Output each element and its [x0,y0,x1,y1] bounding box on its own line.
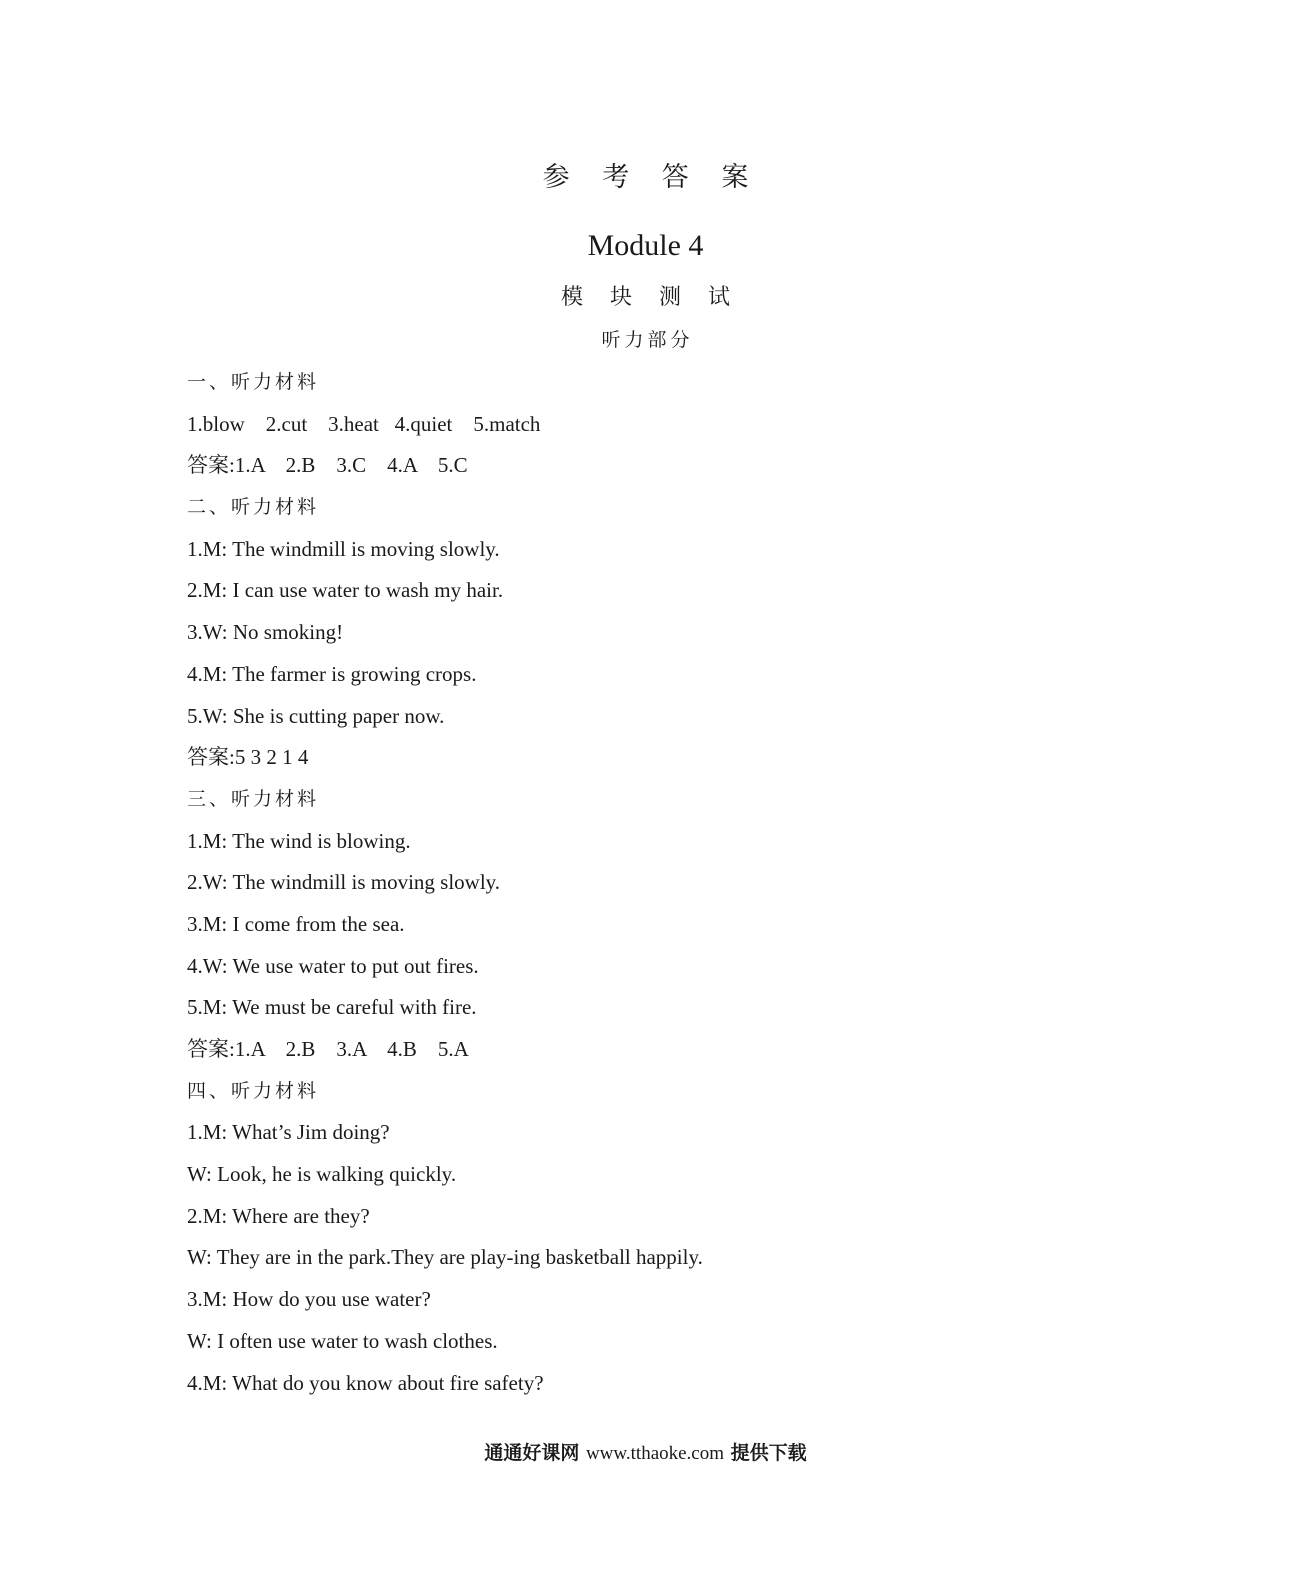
footer-prefix: 通通好课网 [484,1442,586,1464]
text-line: W: They are in the park.They are play-ing basketball happily. [187,1245,703,1270]
text-line: 2.M: I can use water to wash my hair. [187,578,504,603]
text-line: 3.M: How do you use water? [187,1287,431,1312]
text-line: 1.M: The windmill is moving slowly. [187,536,500,561]
text-line: 5.M: We must be careful with fire. [187,995,477,1020]
footer-suffix: 提供下载 [724,1442,807,1464]
text-line: 5.W: She is cutting paper now. [187,703,445,728]
part-title: 听力部分 [601,329,694,351]
text-line: 1.M: What’s Jim doing? [187,1120,390,1145]
text-line: 3.W: No smoking! [187,620,344,645]
answer-line: 答案:1.A 2.B 3.A 4.B 5.A [187,1037,469,1061]
footer-credit [0,1438,1291,1469]
text-line: 4.M: The farmer is growing crops. [187,661,477,686]
page-title: 参 考 答 案 [542,162,761,193]
section-heading-1: 一、听力材料 [187,371,320,393]
test-title: 模 块 测 试 [561,285,740,310]
text-line: W: I often use water to wash clothes. [187,1328,498,1353]
answer-line: 答案:5 3 2 1 4 [187,745,309,770]
section-heading-3: 三、听力材料 [187,787,320,810]
section-heading-4: 四、听力材料 [187,1079,320,1102]
answer-line: 答案:1.A 2.B 3.C 4.A 5.C [187,453,468,478]
footer-site-link[interactable]: www.tthaoke.com [585,1443,725,1464]
text-line: 2.W: The windmill is moving slowly. [187,870,501,895]
text-line: W: Look, he is walking quickly. [187,1162,457,1187]
text-line: 1.blow 2.cut 3.heat 4.quiet 5.match [187,411,541,436]
answer-content [187,367,1187,1409]
module-title: Module 4 [587,229,704,262]
text-line: 1.M: The wind is blowing. [187,828,411,853]
text-line: 4.W: We use water to put out fires. [187,953,479,978]
text-line: 4.M: What do you know about fire safety? [187,1370,544,1395]
section-heading-2: 二、听力材料 [187,496,320,519]
text-line: 2.M: Where are they? [187,1203,370,1228]
text-line: 3.M: I come from the sea. [187,911,405,936]
